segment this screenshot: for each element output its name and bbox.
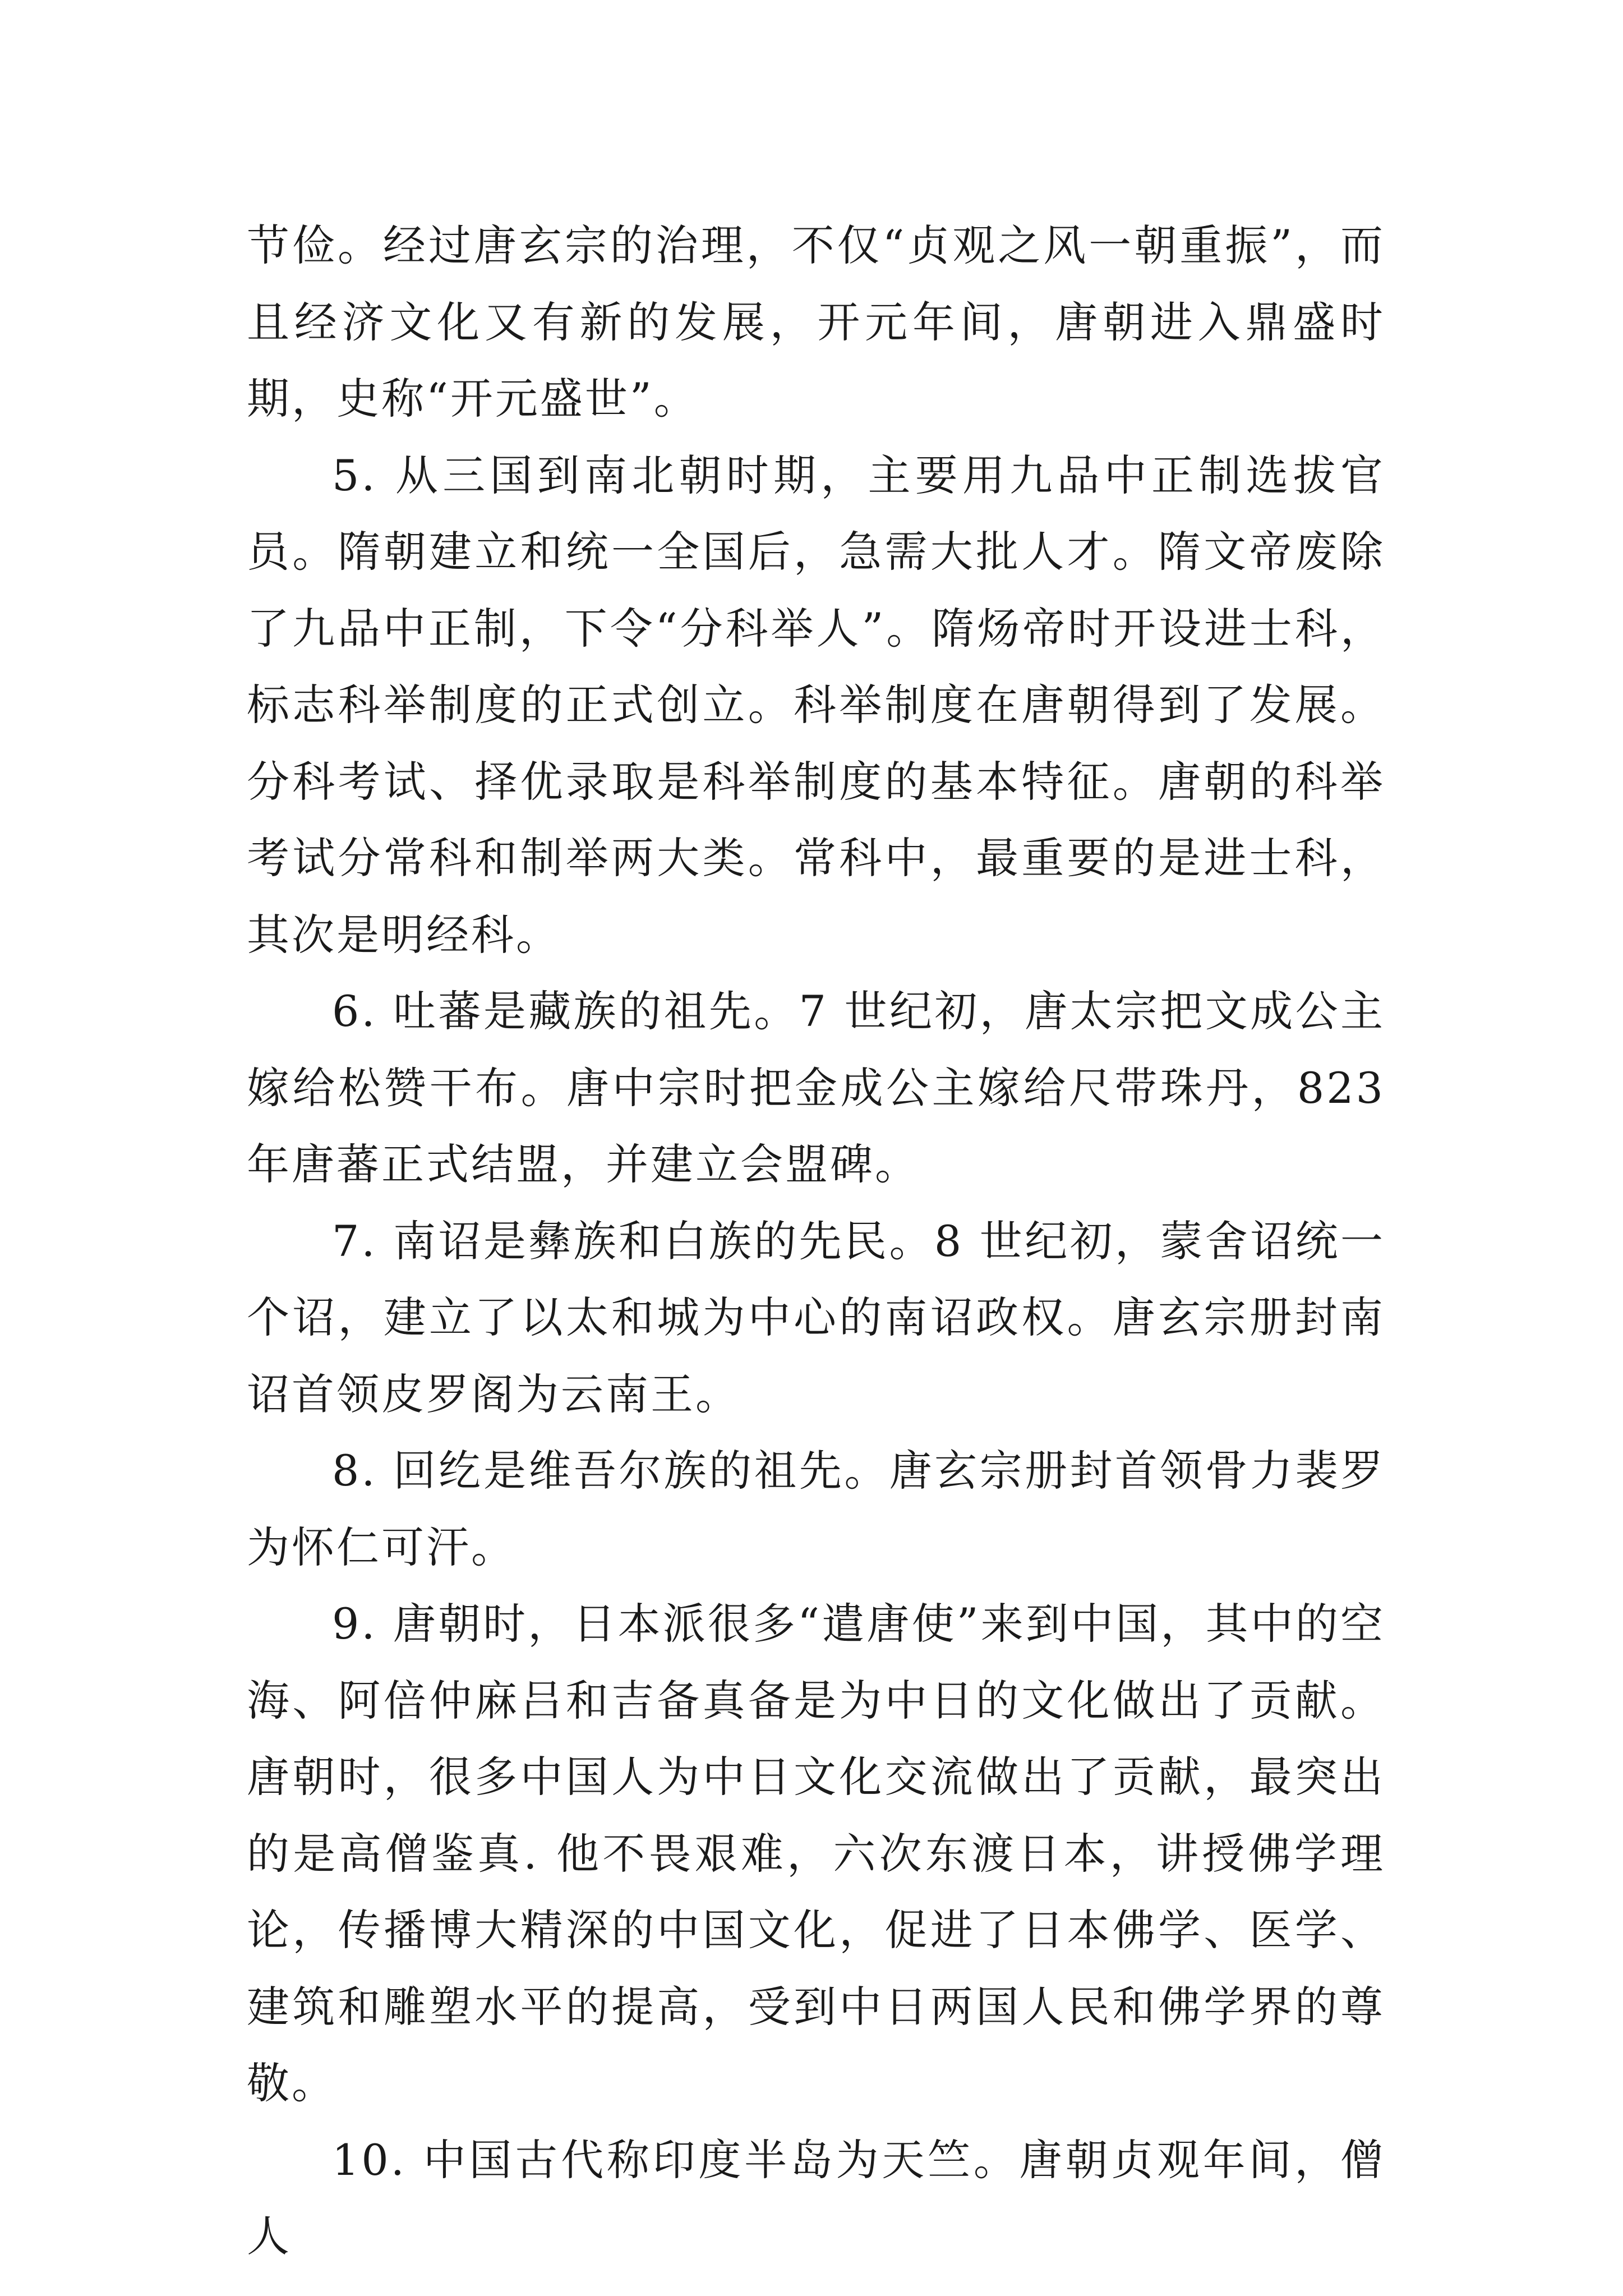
paragraph-item-6: 6. 吐蕃是藏族的祖先。7 世纪初，唐太宗把文成公主嫁给松赞干布。唐中宗时把金成公主嫁给尺带珠丹，823 年唐蕃正式结盟，并建立会盟碑。	[247, 986, 1385, 1189]
paragraph-continued: 节俭。经过唐玄宗的治理，不仅“贞观之风一朝重振”，而且经济文化又有新的发展，开元年间，唐朝进入鼎盛时期，史称“开元盛世”。	[247, 220, 1385, 424]
paragraph-item-5: 5. 从三国到南北朝时期，主要用九品中正制选拔官员。隋朝建立和统一全国后，急需大批人才。隋文帝废除了九品中正制，下令“分科举人”。隋炀帝时开设进士科，标志科举制度的正式创立。科举制度在唐朝得到了发展。分科考试、择优录取是科举制度的基本特征。唐朝的科举考试分常科和制举两大类。常科中，最重要的是进士科，其次是明经科。	[247, 450, 1385, 960]
paragraph-item-9: 9. 唐朝时，日本派很多“遣唐使”来到中国，其中的空海、阿倍仲麻吕和吉备真备是为中日的文化做出了贡献。唐朝时，很多中国人为中日文化交流做出了贡献，最突出的是高僧鉴真. 他不畏艰难，六次东渡日本，讲授佛学理论，传播博大精深的中国文化，促进了日本佛学、医学、建筑和雕塑水平的提高，受到中日两国人民和佛学界的尊敬。	[247, 1599, 1385, 2108]
paragraph-item-10: 10. 中国古代称印度半岛为天竺。唐朝贞观年间，僧人	[247, 2134, 1385, 2261]
paragraph-item-7: 7. 南诏是彝族和白族的先民。8 世纪初，蒙舍诏统一个诏，建立了以太和城为中心的南诏政权。唐玄宗册封南诏首领皮罗阁为云南王。	[247, 1216, 1385, 1419]
document-body	[247, 208, 1385, 2275]
paragraph-item-8: 8. 回纥是维吾尔族的祖先。唐玄宗册封首领骨力裴罗为怀仁可汗。	[247, 1446, 1385, 1572]
